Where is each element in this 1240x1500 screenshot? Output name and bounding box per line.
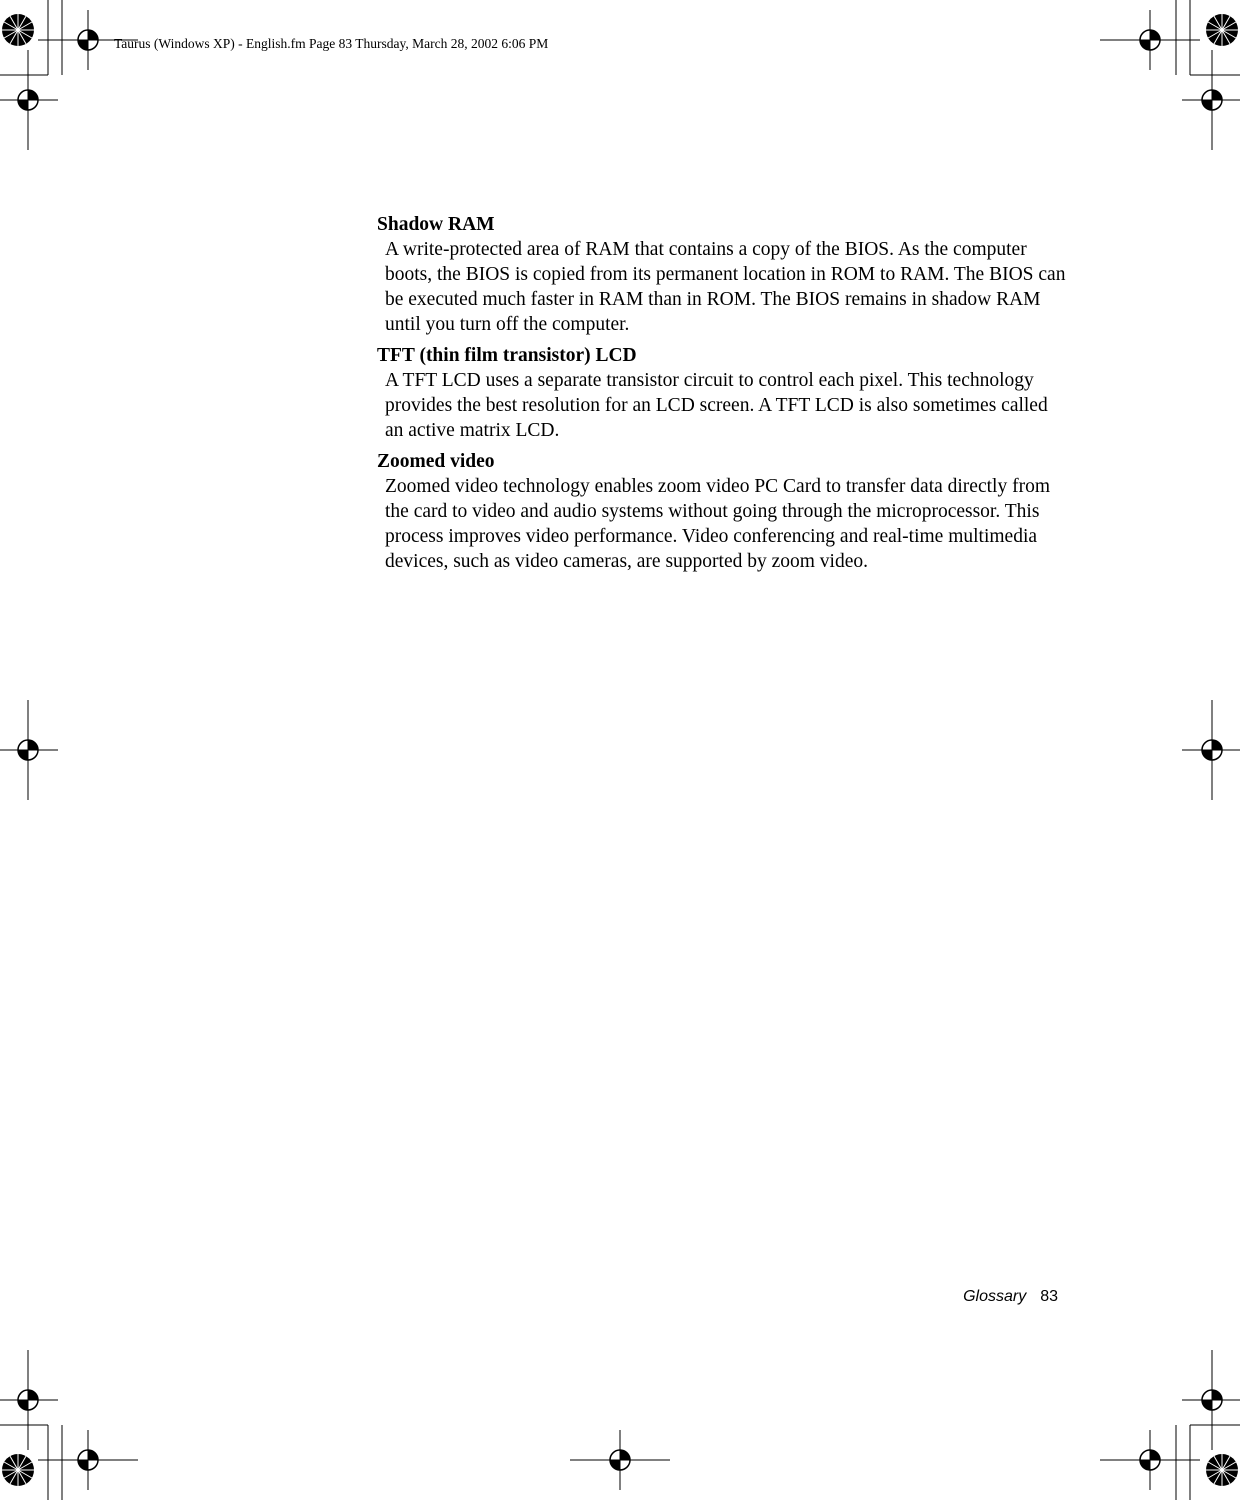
glossary-definition: A write-protected area of RAM that contains a copy of the BIOS. As the computer boots, the BIOS is copied from its permanent location in ROM to RAM. The BIOS can be executed much faster in RAM than in ROM. The BIOS remains in shadow RAM until you turn off the computer. xyxy=(385,239,1066,335)
footer-section-name: Glossary xyxy=(963,1288,1027,1305)
glossary-term: Zoomed video xyxy=(377,451,495,472)
glossary-definition: A TFT LCD uses a separate transistor circuit to control each pixel. This technology provides the best resolution for an LCD screen. A TFT LCD is also sometimes called an active matrix LCD. xyxy=(385,370,1048,441)
glossary-entry xyxy=(377,212,1067,337)
glossary-entry xyxy=(377,449,1067,574)
glossary-term: TFT (thin film transistor) LCD xyxy=(377,345,637,366)
file-slug-header: Taurus (Windows XP) - English.fm Page 83 Thursday, March 28, 2002 6:06 PM xyxy=(114,36,549,51)
glossary-term: Shadow RAM xyxy=(377,214,495,235)
glossary-list xyxy=(377,212,1067,580)
glossary-definition: Zoomed video technology enables zoom video PC Card to transfer data directly from the card to video and audio systems without going through the microprocessor. This process improves video performance. Video conferencing and real-time multimedia devices, such as video cameras, are supported by zoom video. xyxy=(385,476,1050,572)
glossary-entry xyxy=(377,343,1067,443)
page-footer xyxy=(963,1287,1058,1307)
page-number: 83 xyxy=(1040,1288,1058,1305)
